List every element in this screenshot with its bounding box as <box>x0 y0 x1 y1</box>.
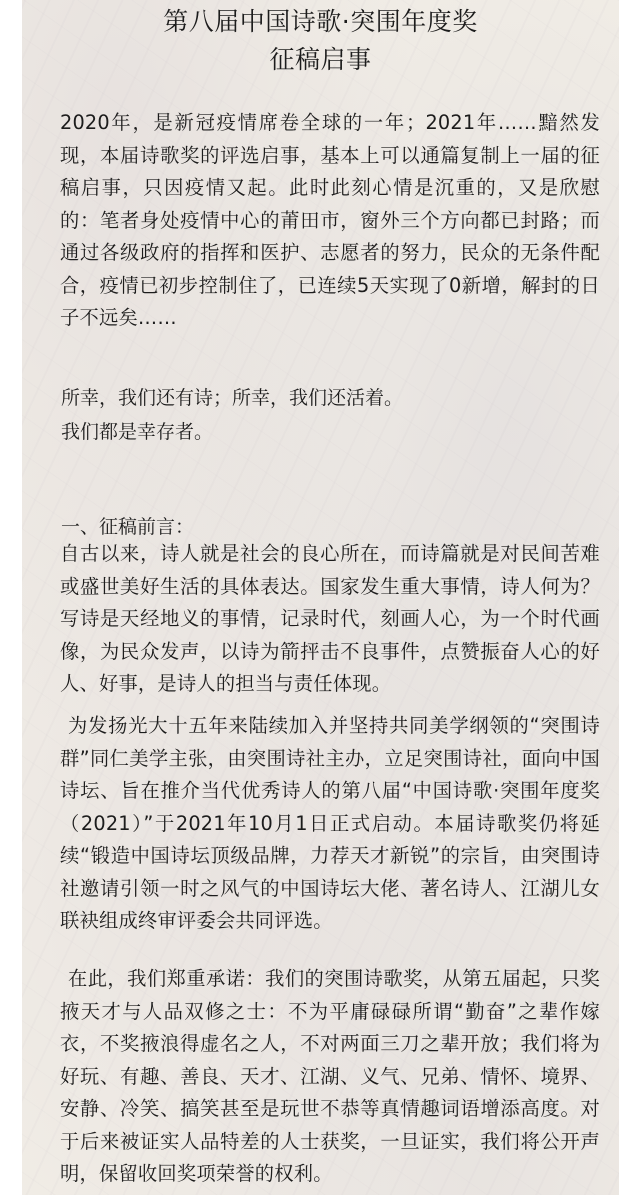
section-heading: 一、征稿前言： <box>61 516 195 538</box>
left-margin <box>0 0 22 1195</box>
survivors-line: 我们都是幸存者。 <box>61 421 214 443</box>
purpose-paragraph: 为发扬光大十五年来陆续加入并坚持共同美学纲领的“突围诗群”同仁美学主张，由突围诗社主办，立足突围诗社，面向中国诗坛、旨在推介当代优秀诗人的第八届“中国诗歌·突围年度奖（2021）”于2021年10月1日正式启动。本届诗歌奖仍将延续“锻造中国诗坛顶级品牌，力荐天才新锐”的宗旨，由突围诗社邀请引领一时之风气的中国诗坛大佬、著名诗人、江湖儿女联袂组成终审评委会共同评选。 <box>60 714 600 932</box>
intro-paragraph: 2020年，是新冠疫情席卷全球的一年；2021年……黯然发现，本届诗歌奖的评选启事，基本上可以通篇复制上一届的征稿启事，只因疫情又起。此时此刻心情是沉重的，又是欣慰的：笔者身处疫情中心的莆田市，窗外三个方向都已封路；而通过各级政府的指挥和医护、志愿者的努力，民众的无条件配合，疫情已初步控制住了，已连续5天实现了0新增，解封的日子不远矣…… <box>60 111 600 329</box>
page-subtitle: 征稿启事 <box>269 45 372 74</box>
promise-paragraph: 在此，我们郑重承诺：我们的突围诗歌奖，从第五届起，只奖掖天才与人品双修之士：不为平庸碌碌所谓“勤奋”之辈作嫁衣，不奖掖浪得虚名之人，不对两面三刀之辈开放；我们将为好玩、有趣、善良、天才、江湖、义气、兄弟、情怀、境界、安静、冷笑、搞笑甚至是玩世不恭等真情趣词语增添高度。对于后来被证实人品特差的人士获奖，一旦证实，我们将公开声明，保留收回奖项荣誉的权利。 <box>60 967 600 1185</box>
preface-paragraph: 自古以来，诗人就是社会的良心所在，而诗篇就是对民间苦难或盛世美好生活的具体表达。国家发生重大事情，诗人何为？写诗是天经地义的事情，记录时代，刻画人心，为一个时代画像，为民众发声，以诗为箭抨击不良事件，点赞振奋人心的好人、好事，是诗人的担当与责任体现。 <box>60 542 600 695</box>
page-title: 第八届中国诗歌·突围年度奖 <box>163 7 478 36</box>
fortunate-line: 所幸，我们还有诗；所幸，我们还活着。 <box>61 387 404 409</box>
right-margin <box>619 0 641 1195</box>
